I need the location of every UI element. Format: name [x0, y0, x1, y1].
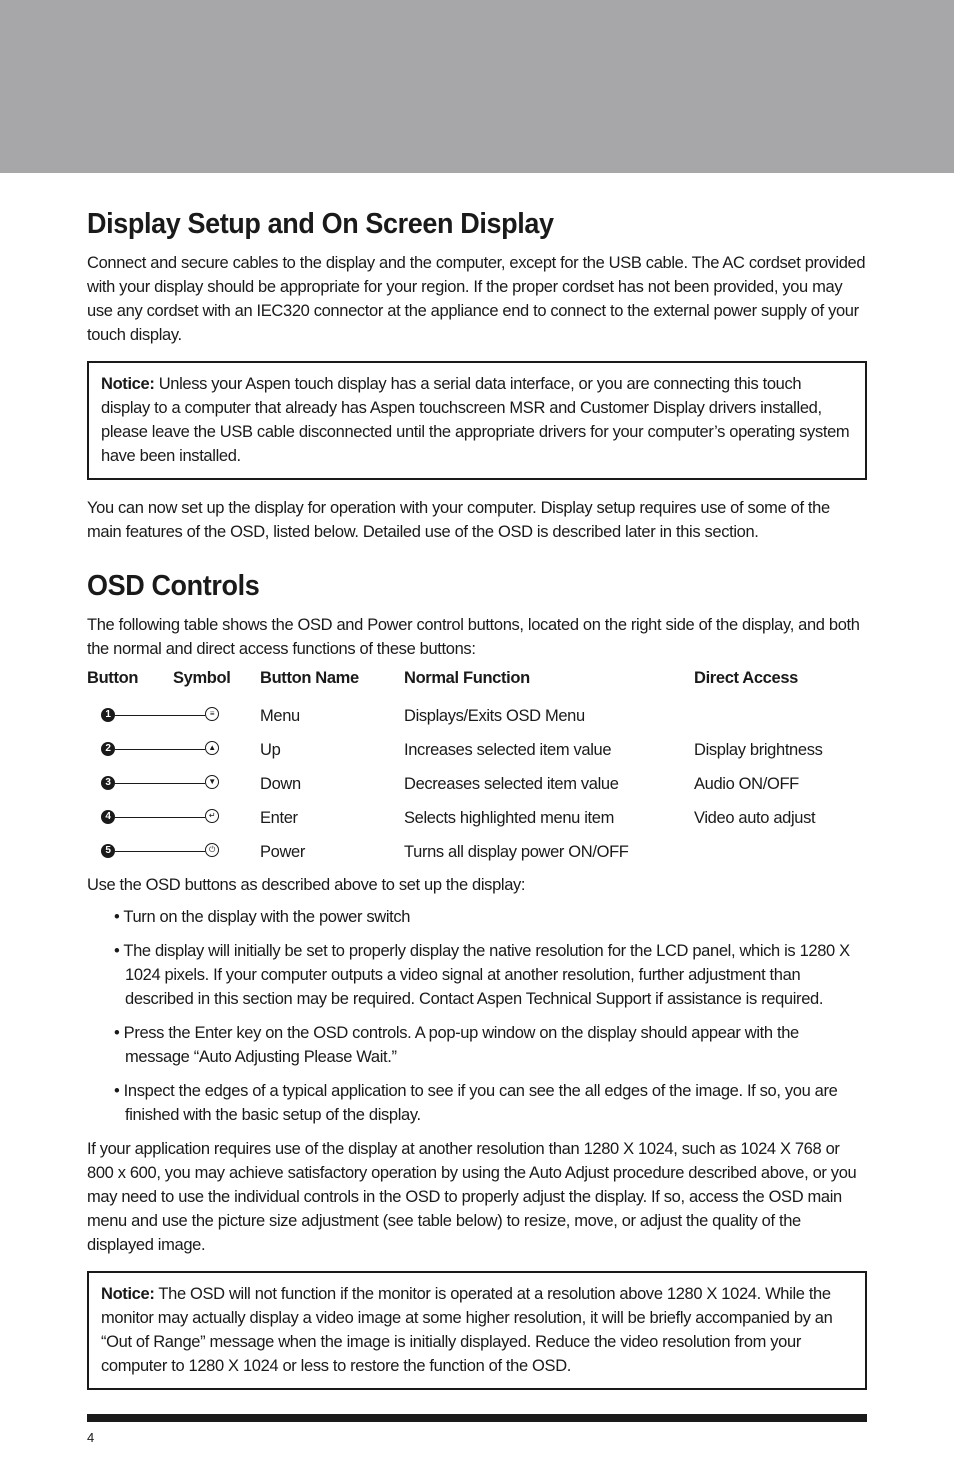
menu-icon: ≡ — [205, 707, 219, 721]
section-title-osd-controls: OSD Controls — [87, 570, 260, 602]
table-row — [87, 733, 867, 767]
button-connector — [101, 774, 221, 794]
header-button-name: Button Name — [260, 669, 359, 687]
list-item: • Inspect the edges of a typical application to see if you can see the all edges of the image. If so, you are finished with the basic setup of the display. — [114, 1082, 838, 1124]
notice-resolution-paragraph — [101, 1282, 853, 1378]
direct-access: Display brightness — [694, 740, 823, 759]
down-arrow-icon: ▼ — [205, 775, 219, 789]
direct-access: Video auto adjust — [694, 808, 816, 827]
button-symbol-cell — [87, 767, 260, 801]
header-button: Button — [87, 669, 139, 687]
connector-line — [115, 749, 205, 750]
button-symbol-cell — [87, 733, 260, 767]
normal-function: Increases selected item value — [404, 740, 612, 759]
button-name: Enter — [260, 808, 298, 827]
header-direct-access: Direct Access — [694, 669, 798, 687]
normal-function: Displays/Exits OSD Menu — [404, 706, 585, 725]
footer-dot-rule — [87, 1414, 867, 1422]
header-symbol: Symbol — [173, 669, 231, 687]
enter-icon: ↵ — [205, 809, 219, 823]
setup-intro-paragraph: Connect and secure cables to the display and the computer, except for the USB cable. The AC cordset provided with your display should be appropriate for your region. If the proper cordset has not been provided, you may use any cordset with an IEC320 connector at the appliance end to connect to the external power supply of your touch display. — [87, 254, 866, 344]
button-number-badge: 2 — [101, 742, 115, 756]
button-number-badge: 3 — [101, 776, 115, 790]
direct-access — [694, 699, 867, 733]
normal-function: Turns all display power ON/OFF — [404, 842, 629, 861]
notice-label: Notice: — [101, 375, 155, 393]
setup-followup-paragraph: You can now set up the display for operation with your computer. Display setup requires use of some of the main features of the OSD, listed below. Detailed use of the OSD is described later in this section. — [87, 499, 830, 541]
connector-line — [115, 715, 205, 716]
direct-access: Audio ON/OFF — [694, 774, 799, 793]
section-title-display-setup: Display Setup and On Screen Display — [87, 208, 554, 240]
page-number: 4 — [87, 1430, 95, 1445]
use-osd-paragraph: Use the OSD buttons as described above to set up the display: — [87, 876, 526, 894]
table-row — [87, 835, 867, 869]
connector-line — [115, 851, 205, 852]
page-content — [87, 208, 867, 1406]
button-symbol-cell — [87, 801, 260, 835]
osd-controls-table — [87, 669, 867, 869]
list-item: • Press the Enter key on the OSD controls. A pop-up window on the display should appear with the message “Auto Adjusting Please Wait.” — [114, 1024, 799, 1066]
button-number-badge: 1 — [101, 708, 115, 722]
direct-access — [694, 835, 867, 869]
button-connector — [101, 842, 221, 862]
table-row — [87, 699, 867, 733]
connector-line — [115, 783, 205, 784]
setup-steps-list — [87, 905, 867, 1127]
button-connector — [101, 706, 221, 726]
notice-resolution-text: The OSD will not function if the monitor is operated at a resolution above 1280 X 1024. While the monitor may actually display a video image at some higher resolution, it will be briefly accompanied by an “Out of Range” message when the image is initially displayed. Reduce the video resolution from your computer to 1280 X 1024 or less to restore the function of the OSD. — [101, 1285, 833, 1375]
button-connector — [101, 808, 221, 828]
connector-line — [115, 817, 205, 818]
list-item: • The display will initially be set to properly display the native resolution for the LCD panel, which is 1280 X 1024 pixels. If your computer outputs a video signal at another resolution, further adjustment than described in this section may be required. Contact Aspen Technical Support if assistance is required. — [114, 942, 850, 1008]
header-band — [0, 0, 954, 173]
normal-function: Selects highlighted menu item — [404, 808, 614, 827]
notice-usb-paragraph — [101, 372, 853, 468]
table-row — [87, 801, 867, 835]
button-number-badge: 4 — [101, 810, 115, 824]
notice-box-usb — [87, 361, 867, 480]
button-name: Up — [260, 740, 281, 759]
list-item: • Turn on the display with the power switch — [114, 908, 411, 926]
osd-intro-paragraph: The following table shows the OSD and Power control buttons, located on the right side of the display, and both the normal and direct access functions of these buttons: — [87, 616, 860, 658]
notice-usb-text: Unless your Aspen touch display has a serial data interface, or you are connecting this touch display to a computer that already has Aspen touchscreen MSR and Customer Display drivers installed, please leave the USB cable disconnected until the appropriate drivers for your computer’s operating system have been installed. — [101, 375, 850, 465]
resolution-paragraph: If your application requires use of the display at another resolution than 1280 X 1024, such as 1024 X 768 or 800 x 600, you may achieve satisfactory operation by using the Auto Adjust procedure described above, or you may need to use the individual controls in the OSD to properly adjust the display. If so, access the OSD main menu and use the picture size adjustment (see table below) to resize, move, or adjust the quality of the displayed image. — [87, 1140, 857, 1254]
notice-label: Notice: — [101, 1285, 155, 1303]
button-name: Down — [260, 774, 301, 793]
button-number-badge: 5 — [101, 844, 115, 858]
power-icon: ⏻ — [205, 843, 219, 857]
button-symbol-cell — [87, 835, 260, 869]
table-row — [87, 767, 867, 801]
button-name: Power — [260, 842, 306, 861]
button-symbol-cell — [87, 699, 260, 733]
up-arrow-icon: ▲ — [205, 741, 219, 755]
normal-function: Decreases selected item value — [404, 774, 619, 793]
header-normal-function: Normal Function — [404, 669, 530, 687]
button-connector — [101, 740, 221, 760]
button-name: Menu — [260, 706, 300, 725]
table-header-row — [87, 669, 867, 699]
notice-box-resolution — [87, 1271, 867, 1390]
